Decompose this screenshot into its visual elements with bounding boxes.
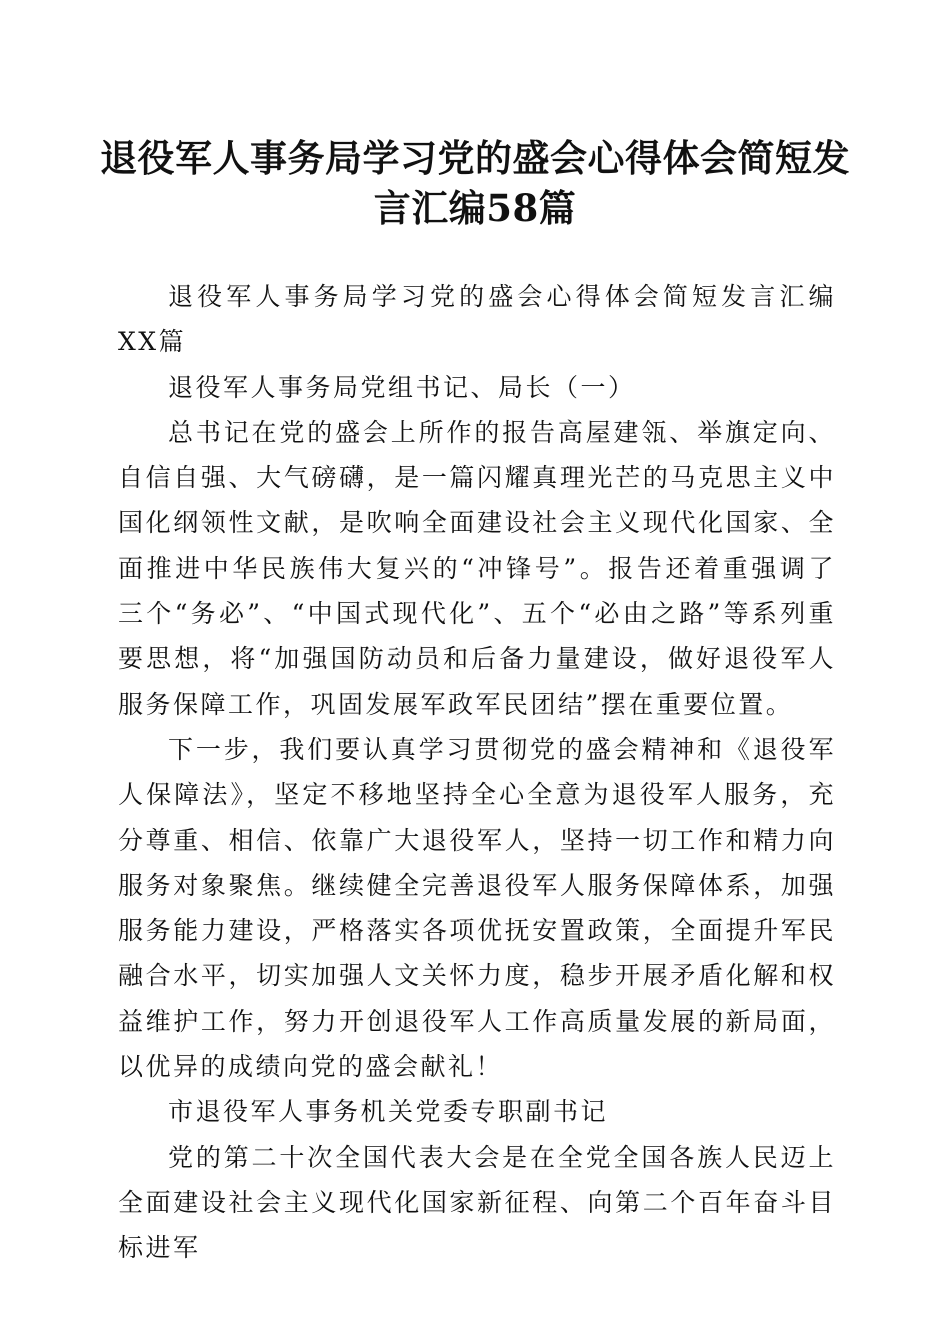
title-line-1: 退役军人事务局学习党的盛会心得体会简短发 xyxy=(100,136,850,180)
title-line-2: 言汇编58篇 xyxy=(373,186,577,230)
speaker-heading-1: 退役军人事务局党组书记、局长（一） xyxy=(168,372,636,402)
speaker-heading-2: 市退役军人事务机关党委专职副书记 xyxy=(168,1097,609,1127)
document-body xyxy=(118,274,836,1271)
document-title xyxy=(100,133,850,233)
body-paragraph: 总书记在党的盛会上所作的报告高屋建瓴、举旗定向、自信自强、大气磅礴，是一篇闪耀真理光芒的马克思主义中国化纲领性文献，是吹响全面建设社会主义现代化国家、全面推进中华民族伟大复兴的“冲锋号”。报告还着重强调了三个“务必”、“中国式现代化”、五个“必由之路”等系列重要思想，将“加强国防动员和后备力量建设，做好退役军人服务保障工作，巩固发展军政军民团结”摆在重要位置。 xyxy=(118,417,836,719)
subtitle-paragraph: 退役军人事务局学习党的盛会心得体会简短发言汇编XX篇 xyxy=(118,282,836,357)
body-paragraph: 党的第二十次全国代表大会是在全党全国各族人民迈上全面建设社会主义现代化国家新征程、向第二个百年奋斗目标进军 xyxy=(118,1142,836,1263)
body-paragraph: 下一步，我们要认真学习贯彻党的盛会精神和《退役军人保障法》，坚定不移地坚持全心全意为退役军人服务，充分尊重、相信、依靠广大退役军人，坚持一切工作和精力向服务对象聚焦。继续健全完善退役军人服务保障体系，加强服务能力建设，严格落实各项优抚安置政策，全面提升军民融合水平，切实加强人文关怀力度，稳步开展矛盾化解和权益维护工作，努力开创退役军人工作高质量发展的新局面，以优异的成绩向党的盛会献礼！ xyxy=(118,734,836,1082)
